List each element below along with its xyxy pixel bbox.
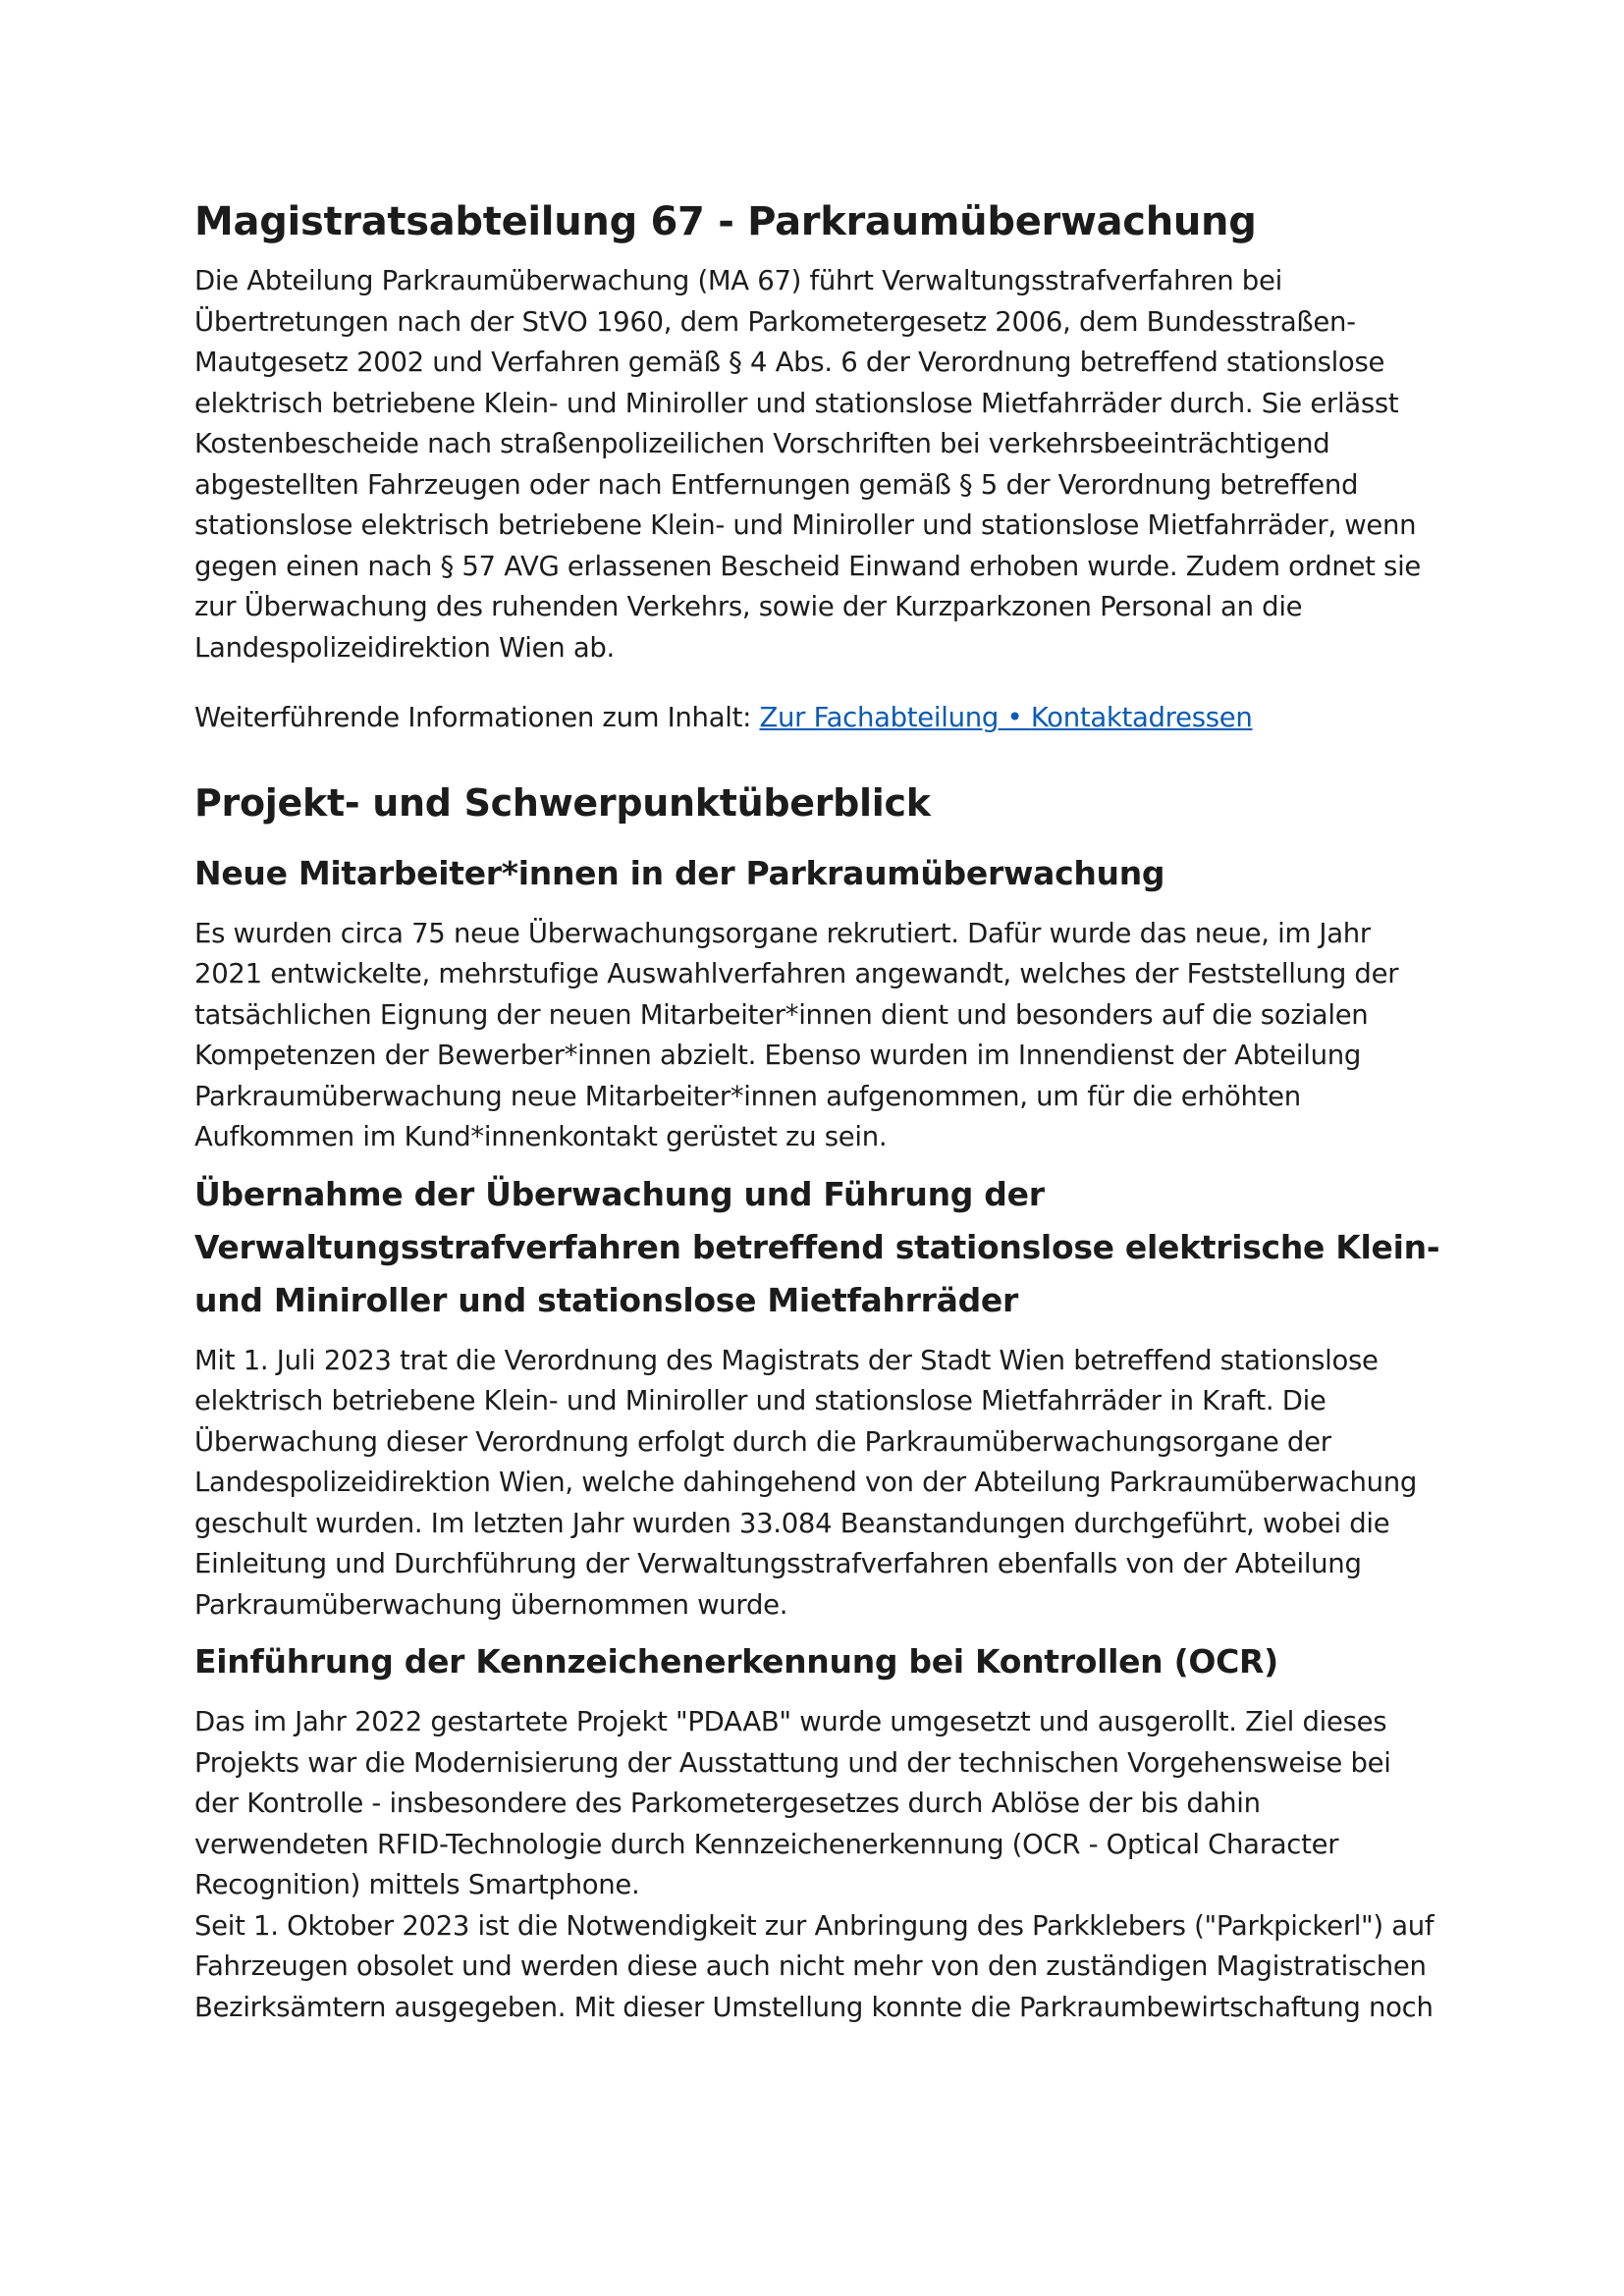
intro-paragraph: Die Abteilung Parkraumüberwachung (MA 67) führt Verwaltungsstrafverfahren bei Übertretungen nach der StVO 1960, dem Parkometergesetz 2006, dem Bundesstraßen-Mautgesetz 2002 und Verfahren gemäß § 4 Abs. 6 der Verordnung betreffend stationslose elektrisch betriebene Klein- und Miniroller und stationslose Mietfahrräder durch. Sie erlässt Kostenbescheide nach straßenpolizeilichen Vorschriften bei verkehrsbeeinträchtigend abgestellten Fahrzeugen oder nach Entfernungen gemäß § 5 der Verordnung betreffend stationslose elektrisch betriebene Klein- und Miniroller und stationslose Mietfahrräder, wenn gegen einen nach § 57 AVG erlassenen Bescheid Einwand erhoben wurde. Zudem ordnet sie zur Überwachung des ruhenden Verkehrs, sowie der Kurzparkzonen Personal an die Landespolizeidirektion Wien ab. <box>194 265 1422 664</box>
link-separator: • <box>999 702 1031 733</box>
section-text-new-staff: Es wurden circa 75 neue Überwachungsorgane rekrutiert. Dafür wurde das neue, im Jahr 2021 entwickelte, mehrstufige Auswahlverfahren angewandt, welches der Feststellung der tatsächlichen Eignung der neuen Mitarbeiter*innen dient und besonders auf die sozialen Kompetenzen der Bewerber*innen abzielt. Ebenso wurden im Innendienst der Abteilung Parkraumüberwachung neue Mitarbeiter*innen aufgenommen, um für die erhöhten Aufkommen im Kund*innenkontakt gerüstet zu sein. <box>194 917 1399 1152</box>
section-heading-scooter-enforcement: Übernahme der Überwachung und Führung der Verwaltungsstrafverfahren betreffend stationslose elektrische Klein- und Miniroller und stationslose Mietfahrräder <box>194 1174 1440 1319</box>
section-heading-ocr: Einführung der Kennzeichenerkennung bei Kontrollen (OCR) <box>194 1642 1278 1681</box>
document-page <box>194 196 1441 2036</box>
section-text-scooter-enforcement: Mit 1. Juli 2023 trat die Verordnung des Magistrats der Stadt Wien betreffend stationslose elektrisch betriebene Klein- und Miniroller und stationslose Mietfahrräder in Kraft. Die Überwachung dieser Verordnung erfolgt durch die Parkraumüberwachungsorgane der Landespolizeidirektion Wien, welche dahingehend von der Abteilung Parkraumüberwachung geschult wurden. Im letzten Jahr wurden 33.084 Beanstandungen durchgeführt, wobei die Einleitung und Durchführung der Verwaltungsstrafverfahren ebenfalls von der Abteilung Parkraumüberwachung übernommen wurde. <box>194 1344 1418 1621</box>
further-info-line <box>194 698 1441 739</box>
section-heading-new-staff: Neue Mitarbeiter*innen in der Parkraumüberwachung <box>194 853 1165 892</box>
link-kontaktadressen[interactable]: Kontaktadressen <box>1030 702 1253 733</box>
overview-heading: Projekt- und Schwerpunktüberblick <box>194 780 931 825</box>
section-text-ocr-continued: Seit 1. Oktober 2023 ist die Notwendigkeit zur Anbringung des Parkklebers ("Parkpickerl") auf Fahrzeugen obsolet und werden diese auch nicht mehr von den zuständigen Magistratischen Bezirksämtern ausgegeben. Mit dieser Umstellung konnte die Parkraumbewirtschaftung noch <box>194 1909 1435 2023</box>
page-title: Magistratsabteilung 67 - Parkraumüberwachung <box>194 199 1257 244</box>
section-text-ocr: Das im Jahr 2022 gestartete Projekt "PDAAB" wurde umgesetzt und ausgerollt. Ziel dieses Projekts war die Modernisierung der Ausstattung und der technischen Vorgehensweise bei der Kontrolle - insbesondere des Parkometergesetzes durch Ablöse der bis dahin verwendeten RFID-Technologie durch Kennzeichenerkennung (OCR - Optical Character Recognition) mittels Smartphone. <box>194 1706 1391 1900</box>
link-fachabteilung[interactable]: Zur Fachabteilung <box>759 702 999 733</box>
further-info-prefix: Weiterführende Informationen zum Inhalt: <box>194 702 760 733</box>
